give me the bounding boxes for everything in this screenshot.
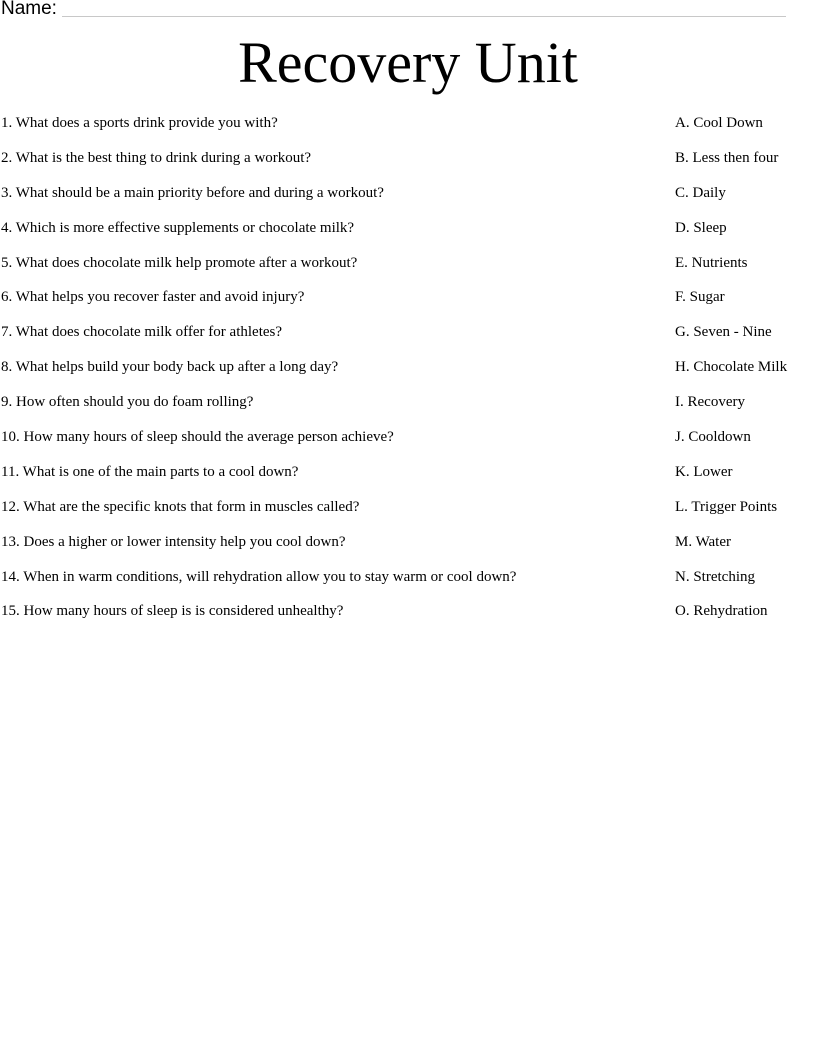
- question-12: 12. What are the specific knots that form in muscles called?: [1, 498, 360, 515]
- answer-i: I. Recovery: [675, 394, 745, 411]
- question-1: 1. What does a sports drink provide you with?: [1, 115, 278, 131]
- questions-list: [1, 113, 661, 636]
- answer-b: B. Less then four: [675, 149, 779, 166]
- question-9: 9. How often should you do foam rolling?: [1, 394, 254, 411]
- answer-f: F. Sugar: [675, 289, 725, 306]
- answer-e: E. Nutrients: [675, 254, 748, 271]
- answers-list: [675, 113, 816, 636]
- answer-n: N. Stretching: [675, 568, 755, 585]
- question-14: 14. When in warm conditions, will rehydration allow you to stay warm or cool down?: [1, 568, 517, 585]
- answer-a: A. Cool Down: [675, 115, 763, 131]
- name-blank-line[interactable]: [62, 16, 786, 17]
- name-label: Name:: [1, 0, 57, 19]
- answer-o: O. Rehydration: [675, 603, 768, 620]
- answer-m: M. Water: [675, 533, 732, 550]
- answer-l: L. Trigger Points: [675, 498, 778, 515]
- question-15: 15. How many hours of sleep is is considered unhealthy?: [1, 603, 344, 620]
- question-10: 10. How many hours of sleep should the average person achieve?: [1, 429, 394, 446]
- answer-c: C. Daily: [675, 184, 726, 201]
- name-row: [0, 0, 816, 22]
- question-8: 8. What helps build your body back up after a long day?: [1, 359, 339, 376]
- answer-k: K. Lower: [675, 463, 733, 480]
- question-11: 11. What is one of the main parts to a cool down?: [1, 463, 299, 480]
- question-2: 2. What is the best thing to drink during a workout?: [1, 149, 312, 166]
- question-5: 5. What does chocolate milk help promote after a workout?: [1, 254, 358, 271]
- question-3: 3. What should be a main priority before and during a workout?: [1, 184, 384, 201]
- question-13: 13. Does a higher or lower intensity help you cool down?: [1, 533, 346, 550]
- answer-d: D. Sleep: [675, 219, 727, 236]
- answer-g: G. Seven - Nine: [675, 324, 772, 341]
- question-7: 7. What does chocolate milk offer for athletes?: [1, 324, 283, 341]
- page-title: Recovery Unit: [238, 30, 578, 95]
- answer-j: J. Cooldown: [675, 429, 751, 446]
- question-4: 4. Which is more effective supplements or chocolate milk?: [1, 219, 355, 236]
- question-6: 6. What helps you recover faster and avoid injury?: [1, 289, 305, 306]
- answer-h: H. Chocolate Milk: [675, 359, 788, 376]
